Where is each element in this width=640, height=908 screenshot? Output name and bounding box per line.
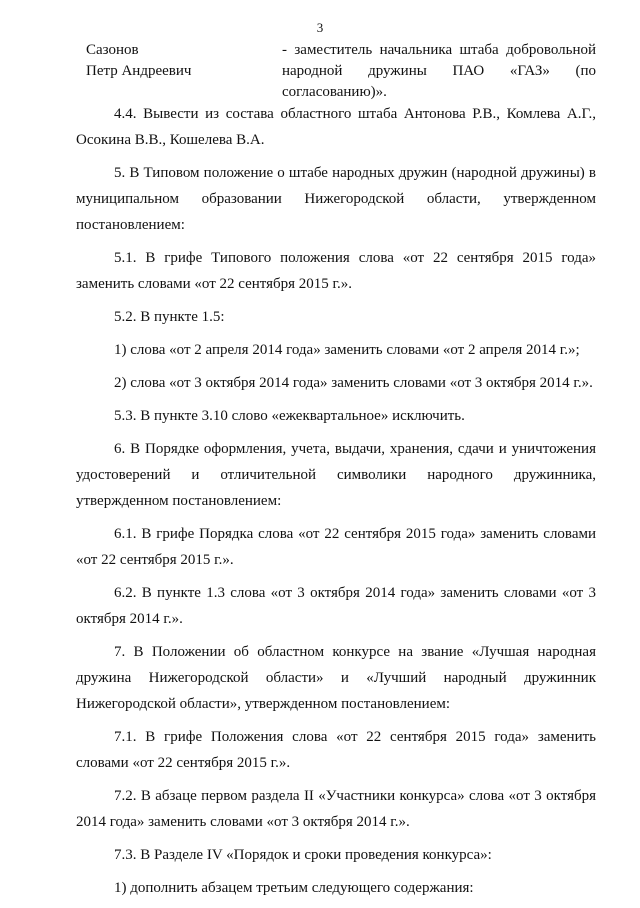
paragraph-7-3-item-1: 1) дополнить абзацем третьим следующего содержания: [114,880,474,896]
paragraph-6-2: 6.2. В пункте 1.3 слова «от 3 октября 2014 года» заменить словами «от 3 октября 2014 г.». [76,585,596,627]
paragraph-5-1: 5.1. В грифе Типового положения слова «от 22 сентября 2015 года» заменить словами «от 22 сентября 2015 г.». [76,250,596,292]
paragraph-7: 7. В Положении об областном конкурсе на звание «Лучшая народная дружина Нижегородской области» и «Лучший народный дружинник Нижегородской области», утвержденном постановлением: [76,644,596,712]
paragraph-4-4: 4.4. Вывести из состава областного штаба Антонова Р.В., Комлева А.Г., Осокина В.В., Кошелева В.А. [76,106,596,148]
member-entry [86,40,596,104]
page-number: 3 [316,20,324,35]
paragraph-5-2-item-1: 1) слова «от 2 апреля 2014 года» заменить словами «от 2 апреля 2014 г.»; [114,342,580,358]
paragraph-7-1: 7.1. В грифе Положения слова «от 22 сентября 2015 года» заменить словами «от 22 сентября 2015 г.». [76,729,596,771]
member-given-names: Петр Андреевич [86,63,192,79]
paragraph-6-1: 6.1. В грифе Порядка слова «от 22 сентября 2015 года» заменить словами «от 22 сентября 2015 г.». [76,526,596,568]
paragraph-5-2: 5.2. В пункте 1.5: [114,309,225,325]
paragraph-7-3: 7.3. В Разделе IV «Порядок и сроки проведения конкурса»: [114,847,492,863]
member-role: - заместитель начальника штаба добровольной народной дружины ПАО «ГАЗ» (по согласованию)». [282,42,596,100]
member-surname: Сазонов [86,42,139,58]
paragraph-6: 6. В Порядке оформления, учета, выдачи, хранения, сдачи и уничтожения удостоверений и отличительной символики народного дружинника, утвержденном постановлением: [76,441,596,509]
paragraph-7-2: 7.2. В абзаце первом раздела II «Участники конкурса» слова «от 3 октября 2014 года» заменить словами «от 3 октября 2014 г.». [76,788,596,830]
member-name [86,40,276,82]
paragraph-5: 5. В Типовом положение о штабе народных дружин (народной дружины) в муниципальном образовании Нижегородской области, утвержденном постановлением: [76,165,596,233]
paragraph-5-3: 5.3. В пункте 3.10 слово «ежеквартальное» исключить. [114,408,465,424]
paragraph-5-2-item-2: 2) слова «от 3 октября 2014 года» заменить словами «от 3 октября 2014 г.». [114,375,593,391]
document-body [76,101,596,908]
